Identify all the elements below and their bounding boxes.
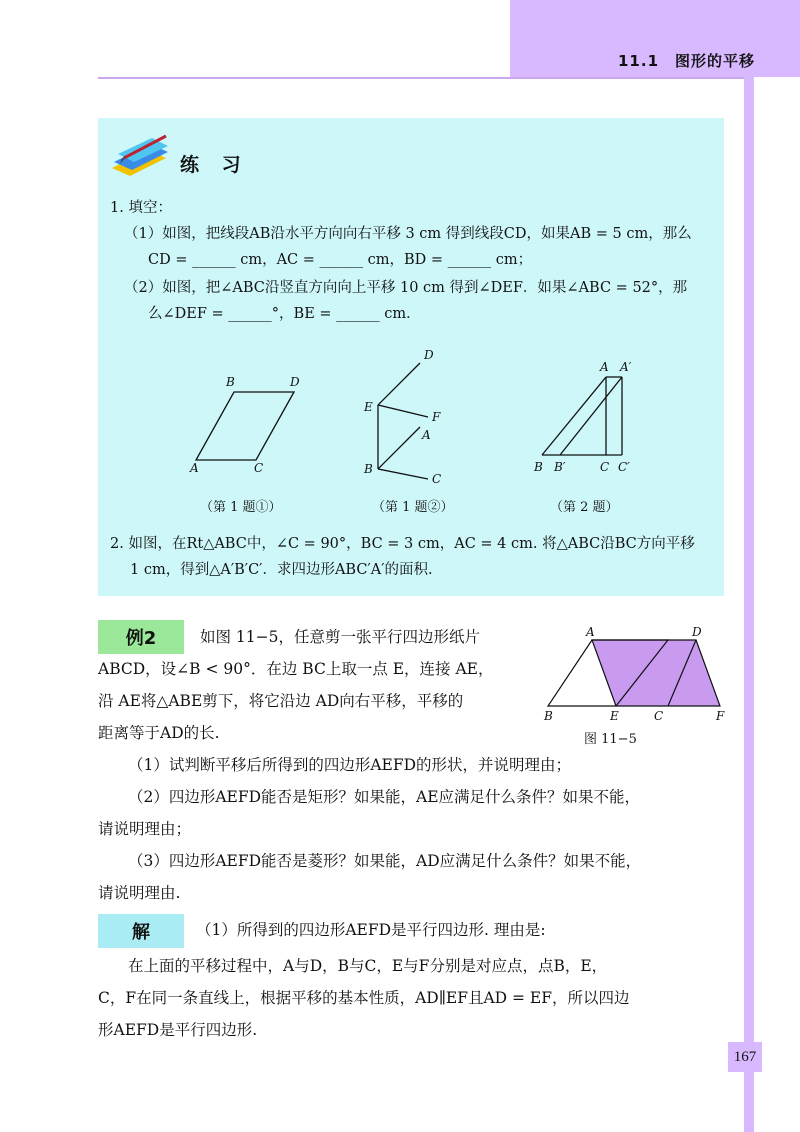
books-icon bbox=[108, 128, 172, 178]
example-line2: ABCD，设∠B < 90°．在边 BC上取一点 E，连接 AE， bbox=[98, 660, 494, 678]
parallelogram-shape bbox=[196, 392, 294, 460]
label-B: B bbox=[226, 375, 235, 389]
figure-11-5 bbox=[540, 622, 740, 742]
ray-ED bbox=[378, 363, 420, 405]
ray-BA bbox=[378, 427, 420, 469]
label-B: B bbox=[364, 462, 373, 476]
caption-q1-2: （第 1 题②） bbox=[372, 500, 454, 515]
label-A: A bbox=[600, 360, 609, 374]
example-part2-line1: （2）四边形AEFD能否是矩形？如果能，AE应满足什么条件？如果不能， bbox=[128, 788, 641, 806]
label-F: F bbox=[716, 709, 725, 723]
solution-line3: C，F在同一条直线上，根据平移的基本性质，AD∥EF且AD = EF，所以四边 bbox=[98, 989, 630, 1007]
label-B-prime: B′ bbox=[554, 460, 566, 474]
q1-part1-line1: （1）如图，把线段AB沿水平方向向右平移 3 cm 得到线段CD，如果AB = 5 cm，那么 bbox=[124, 226, 692, 242]
label-F: F bbox=[432, 410, 441, 424]
example-line3: 沿 AE将△ABE剪下，将它沿边 AD向右平移，平移的 bbox=[98, 692, 464, 710]
label-C: C bbox=[432, 472, 442, 486]
figure-11-5-caption: 图 11−5 bbox=[584, 732, 637, 747]
example-part3-line2: 请说明理由. bbox=[98, 884, 181, 902]
label-A: A bbox=[190, 461, 199, 475]
q1-part2-line1: （2）如图，把∠ABC沿竖直方向向上平移 10 cm 得到∠DEF．如果∠ABC = 52°，那 bbox=[124, 280, 688, 296]
figure-q1-1 bbox=[180, 370, 330, 480]
solution-line1: （1）所得到的四边形AEFD是平行四边形. 理由是: bbox=[196, 921, 546, 939]
label-B: B bbox=[534, 460, 543, 474]
caption-q2: （第 2 题） bbox=[550, 500, 619, 515]
q2-line1: 2. 如图，在Rt△ABC中，∠C = 90°，BC = 3 cm，AC = 4 cm. 将△ABC沿BC方向平移 bbox=[110, 536, 695, 552]
label-C: C bbox=[600, 460, 610, 474]
example-part2-line2: 请说明理由； bbox=[98, 820, 192, 838]
section-title: 11.1 图形的平移 bbox=[618, 52, 756, 70]
header-rule bbox=[98, 77, 744, 79]
label-C: C bbox=[654, 709, 664, 723]
segment-B2A2 bbox=[560, 377, 622, 455]
segment-BA bbox=[542, 377, 606, 455]
label-D: D bbox=[290, 375, 300, 389]
figure-q1-2 bbox=[360, 345, 460, 490]
example-line4: 距离等于AD的长. bbox=[98, 724, 220, 742]
label-E: E bbox=[364, 400, 373, 414]
label-C-prime: C′ bbox=[618, 460, 630, 474]
q1-part2-line2: 么∠DEF = ______°，BE = ______ cm． bbox=[148, 306, 421, 322]
solution-line2: 在上面的平移过程中，A与D，B与C，E与F分别是对应点，点B，E， bbox=[128, 957, 608, 975]
ray-BC bbox=[378, 469, 428, 479]
label-A: A bbox=[586, 625, 595, 639]
q1-part1-line2: CD = ______ cm，AC = ______ cm，BD = ______ cm； bbox=[148, 252, 533, 268]
solution-tag: 解 bbox=[98, 914, 184, 948]
solution-line4: 形AEFD是平行四边形. bbox=[98, 1021, 258, 1039]
page-number: 167 bbox=[728, 1042, 762, 1072]
q1-heading: 1. 填空： bbox=[110, 200, 172, 216]
label-B: B bbox=[544, 709, 553, 723]
caption-q1-1: （第 1 题①） bbox=[200, 500, 282, 515]
label-A: A bbox=[422, 428, 431, 442]
q2-line2: 1 cm，得到△A′B′C′．求四边形ABC′A′的面积. bbox=[130, 562, 433, 578]
figure-q2 bbox=[530, 355, 650, 480]
quadrilateral-AEFD bbox=[592, 640, 720, 706]
exercise-title: 练 习 bbox=[180, 154, 249, 176]
label-D: D bbox=[692, 625, 702, 639]
example-line1: 如图 11−5，任意剪一张平行四边形纸片 bbox=[200, 628, 481, 646]
label-E: E bbox=[610, 709, 619, 723]
label-C: C bbox=[254, 461, 264, 475]
example-tag: 例2 bbox=[98, 620, 184, 654]
label-A-prime: A′ bbox=[620, 360, 632, 374]
ray-EF bbox=[378, 405, 428, 417]
example-part3-line1: （3）四边形AEFD能否是菱形？如果能，AD应满足什么条件？如果不能， bbox=[128, 852, 642, 870]
side-bar bbox=[744, 77, 754, 1132]
label-D: D bbox=[424, 348, 434, 362]
example-part1: （1）试判断平移后所得到的四边形AEFD的形状，并说明理由； bbox=[128, 756, 572, 774]
